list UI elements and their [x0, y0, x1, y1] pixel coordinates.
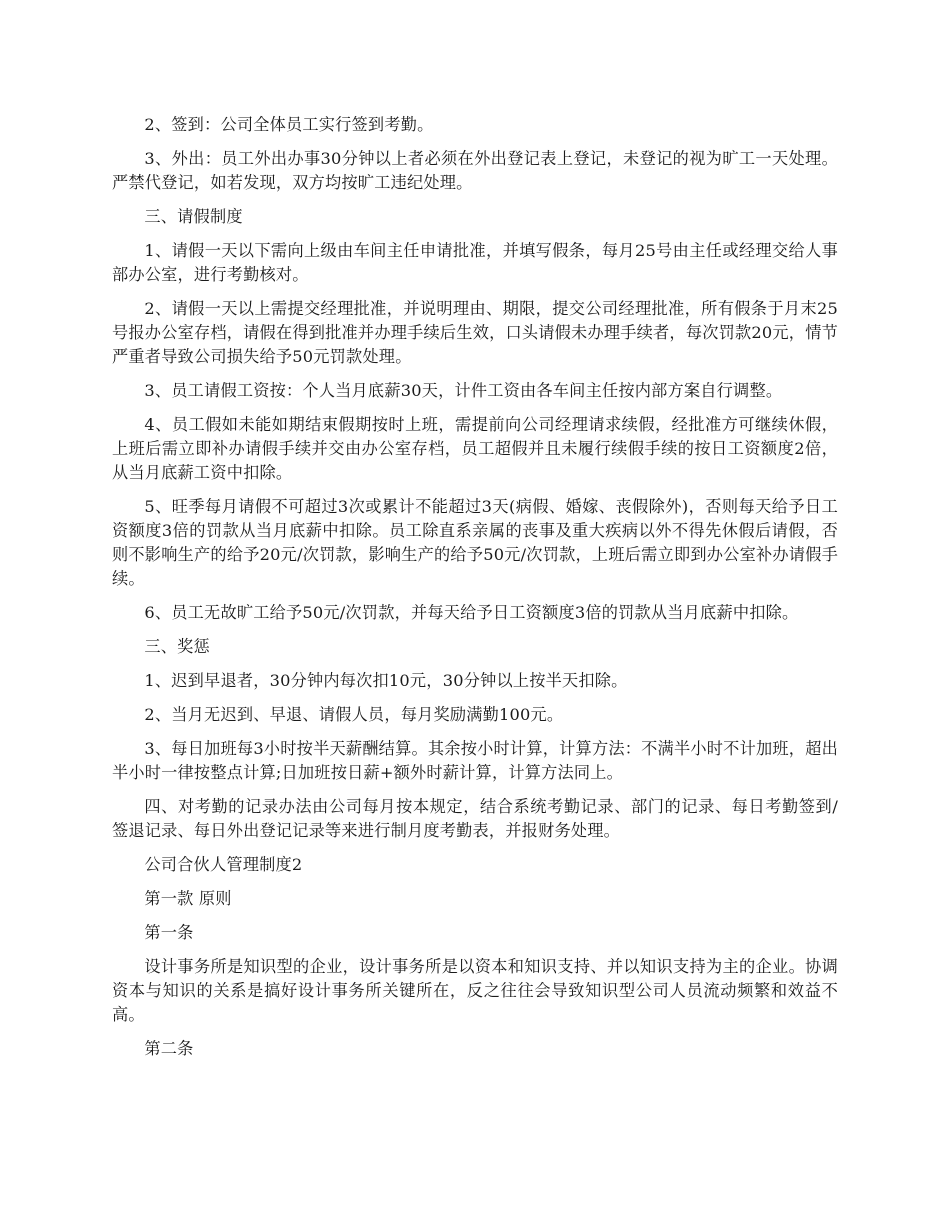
paragraph-leave-rule-6: 6、员工无故旷工给予50元/次罚款，并每天给予日工资额度3倍的罚款从当月底薪中扣除。: [144, 603, 799, 622]
paragraph-sign-in: 2、签到：公司全体员工实行签到考勤。: [144, 115, 434, 134]
paragraph-leave-rule-2: 2、请假一天以上需提交经理批准，并说明理由、期限，提交公司经理批准，所有假条于月末25号报办公室存档，请假在得到批准并办理手续后生效，口头请假未办理手续者，每次罚款20元，情节严重者导致公司损失给予50元罚款处理。: [112, 299, 838, 366]
paragraph-reward-rule-1: 1、迟到早退者，30分钟内每次扣10元，30分钟以上按半天扣除。: [144, 671, 628, 690]
article-heading-first: 第一条: [144, 923, 194, 942]
clause-heading-principles: 第一款 原则: [144, 889, 232, 908]
paragraph-going-out: 3、外出：员工外出办事30分钟以上者必须在外出登记表上登记，未登记的视为旷工一天处理。严禁代登记，如若发现，双方均按旷工违纪处理。: [112, 149, 838, 192]
paragraph-reward-rule-2: 2、当月无迟到、早退、请假人员，每月奖励满勤100元。: [144, 705, 564, 724]
paragraph-leave-rule-4: 4、员工假如未能如期结束假期按时上班，需提前向公司经理请求续假，经批准方可继续休假，上班后需立即补办请假手续并交由办公室存档，员工超假并且未履行续假手续的按日工资额度2倍，从当月底薪工资中扣除。: [112, 415, 838, 482]
paragraph-leave-rule-3: 3、员工请假工资按：个人当月底薪30天，计件工资由各车间主任按内部方案自行调整。: [144, 381, 783, 400]
paragraph-article-first: 设计事务所是知识型的企业，设计事务所是以资本和知识支持、并以知识支持为主的企业。协调资本与知识的关系是搞好设计事务所关键所在，反之往往会导致知识型公司人员流动频繁和效益不高。: [112, 957, 838, 1024]
document-title-partner-system: 公司合伙人管理制度2: [144, 855, 303, 874]
paragraph-leave-rule-1: 1、请假一天以下需向上级由车间主任申请批准，并填写假条，每月25号由主任或经理交给人事部办公室，进行考勤核对。: [112, 241, 838, 284]
section-heading-rewards-penalties: 三、奖惩: [144, 637, 210, 656]
paragraph-attendance-records: 四、对考勤的记录办法由公司每月按本规定，结合系统考勤记录、部门的记录、每日考勤签到/签退记录、每日外出登记记录等来进行制月度考勤表，并报财务处理。: [112, 797, 838, 840]
section-heading-leave-system: 三、请假制度: [144, 207, 243, 226]
article-heading-second: 第二条: [144, 1039, 194, 1058]
paragraph-reward-rule-3: 3、每日加班每3小时按半天薪酬结算。其余按小时计算，计算方法：不满半小时不计加班，超出半小时一律按整点计算;日加班按日薪+额外时薪计算，计算方法同上。: [112, 739, 838, 782]
paragraph-leave-rule-5: 5、旺季每月请假不可超过3次或累计不能超过3天(病假、婚嫁、丧假除外)，否则每天给予日工资额度3倍的罚款从当月底薪中扣除。员工除直系亲属的丧事及重大疾病以外不得先休假后请假，否则不影响生产的给予20元/次罚款，影响生产的给予50元/次罚款，上班后需立即到办公室补办请假手续。: [112, 497, 838, 588]
